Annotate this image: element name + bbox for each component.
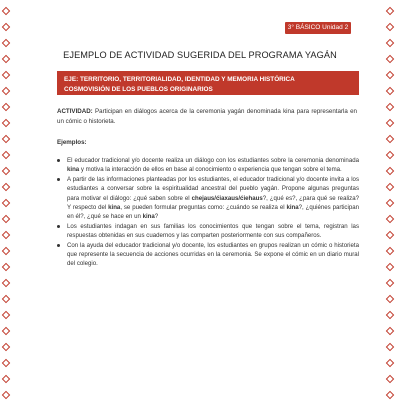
examples-list (57, 156, 359, 269)
diamond-ornament-icon (386, 71, 394, 79)
diamond-ornament-icon (386, 183, 394, 191)
diamond-ornament-icon (386, 135, 394, 143)
diamond-ornament-icon (386, 87, 394, 95)
diamond-ornament-icon (2, 119, 10, 127)
theme-topic-line: COSMOVISIÓN DE LOS PUEBLOS ORIGINARIOS (64, 86, 213, 93)
diamond-ornament-icon (2, 391, 10, 399)
theme-axis-line: EJE: TERRITORIO, TERRITORIALIDAD, IDENTIDAD Y MEMORIA HISTÓRICA (64, 76, 295, 83)
diamond-ornament-icon (2, 327, 10, 335)
diamond-ornament-icon (386, 199, 394, 207)
diamond-ornament-icon (386, 263, 394, 271)
diamond-ornament-icon (2, 135, 10, 143)
diamond-ornament-icon (2, 7, 10, 15)
diamond-ornament-icon (386, 279, 394, 287)
diamond-ornament-icon (2, 103, 10, 111)
right-diamond-border (386, 8, 394, 400)
diamond-ornament-icon (2, 167, 10, 175)
list-item: A partir de las informaciones planteadas por los estudiantes, el educador tradicional y/o docente invita a los estudiantes a conversar sobre la espiritualidad ancestral del pueblo yagán. Propone algunas preguntas para motivar el diálogo: ¿qué saben sobre el chejaus/ćiaxaus/ćiehaus?, ¿qué es?, ¿para qué se realiza? Y respecto del kina, se pueden formular preguntas como: ¿cuándo se realiza el kina?, ¿quiénes participan en él?, ¿qué se hace en un kina? (57, 175, 359, 222)
diamond-ornament-icon (2, 215, 10, 223)
activity-paragraph (57, 107, 357, 126)
list-item: El educador tradicional y/o docente realiza un diálogo con los estudiantes sobre la ceremonia denominada kina y motiva la interacción de ellos en base al conocimiento o experiencia que tengan sobre el tema. (57, 156, 359, 175)
diamond-ornament-icon (386, 151, 394, 159)
diamond-ornament-icon (386, 167, 394, 175)
bullet-icon (57, 225, 60, 228)
diamond-ornament-icon (2, 183, 10, 191)
diamond-ornament-icon (386, 359, 394, 367)
diamond-ornament-icon (386, 7, 394, 15)
diamond-ornament-icon (2, 359, 10, 367)
diamond-ornament-icon (386, 375, 394, 383)
diamond-ornament-icon (2, 263, 10, 271)
bullet-icon (57, 159, 60, 162)
diamond-ornament-icon (386, 391, 394, 399)
diamond-ornament-icon (386, 311, 394, 319)
bullet-icon (57, 178, 60, 181)
activity-block (57, 107, 357, 126)
diamond-ornament-icon (2, 295, 10, 303)
diamond-ornament-icon (386, 295, 394, 303)
diamond-ornament-icon (386, 119, 394, 127)
diamond-ornament-icon (386, 23, 394, 31)
diamond-ornament-icon (2, 231, 10, 239)
activity-label: ACTIVIDAD: (57, 108, 93, 115)
diamond-ornament-icon (386, 103, 394, 111)
diamond-ornament-icon (2, 23, 10, 31)
diamond-ornament-icon (2, 151, 10, 159)
diamond-ornament-icon (2, 279, 10, 287)
diamond-ornament-icon (2, 343, 10, 351)
diamond-ornament-icon (2, 375, 10, 383)
diamond-ornament-icon (2, 71, 10, 79)
diamond-ornament-icon (2, 311, 10, 319)
page-title: EJEMPLO DE ACTIVIDAD SUGERIDA DEL PROGRAMA YAGÁN (63, 50, 337, 60)
diamond-ornament-icon (2, 39, 10, 47)
activity-text: Participan en diálogos acerca de la ceremonia yagán denominada kina para representarla en un cómic o historieta. (57, 108, 357, 125)
diamond-ornament-icon (2, 247, 10, 255)
diamond-ornament-icon (386, 247, 394, 255)
examples-heading: Ejemplos: (57, 139, 87, 146)
list-item: Con la ayuda del educador tradicional y/o docente, los estudiantes en grupos realizan un cómic o historieta que represente la secuencia de acciones ocurridas en la ceremonia. Se expone el cómic en un diario mural del colegio. (57, 241, 359, 269)
grade-unit-badge: 3° BÁSICO Unidad 2 (285, 22, 351, 34)
list-item: Los estudiantes indagan en sus familias los conocimientos que tengan sobre el tema, registran las respuestas obtenidas en sus cuadernos y las comparten posteriormente con sus compañeros. (57, 222, 359, 241)
diamond-ornament-icon (386, 39, 394, 47)
diamond-ornament-icon (386, 343, 394, 351)
diamond-ornament-icon (386, 215, 394, 223)
theme-box (57, 71, 359, 95)
diamond-ornament-icon (386, 231, 394, 239)
diamond-ornament-icon (2, 87, 10, 95)
diamond-ornament-icon (386, 327, 394, 335)
left-diamond-border (2, 8, 10, 400)
bullet-icon (57, 244, 60, 247)
diamond-ornament-icon (2, 199, 10, 207)
